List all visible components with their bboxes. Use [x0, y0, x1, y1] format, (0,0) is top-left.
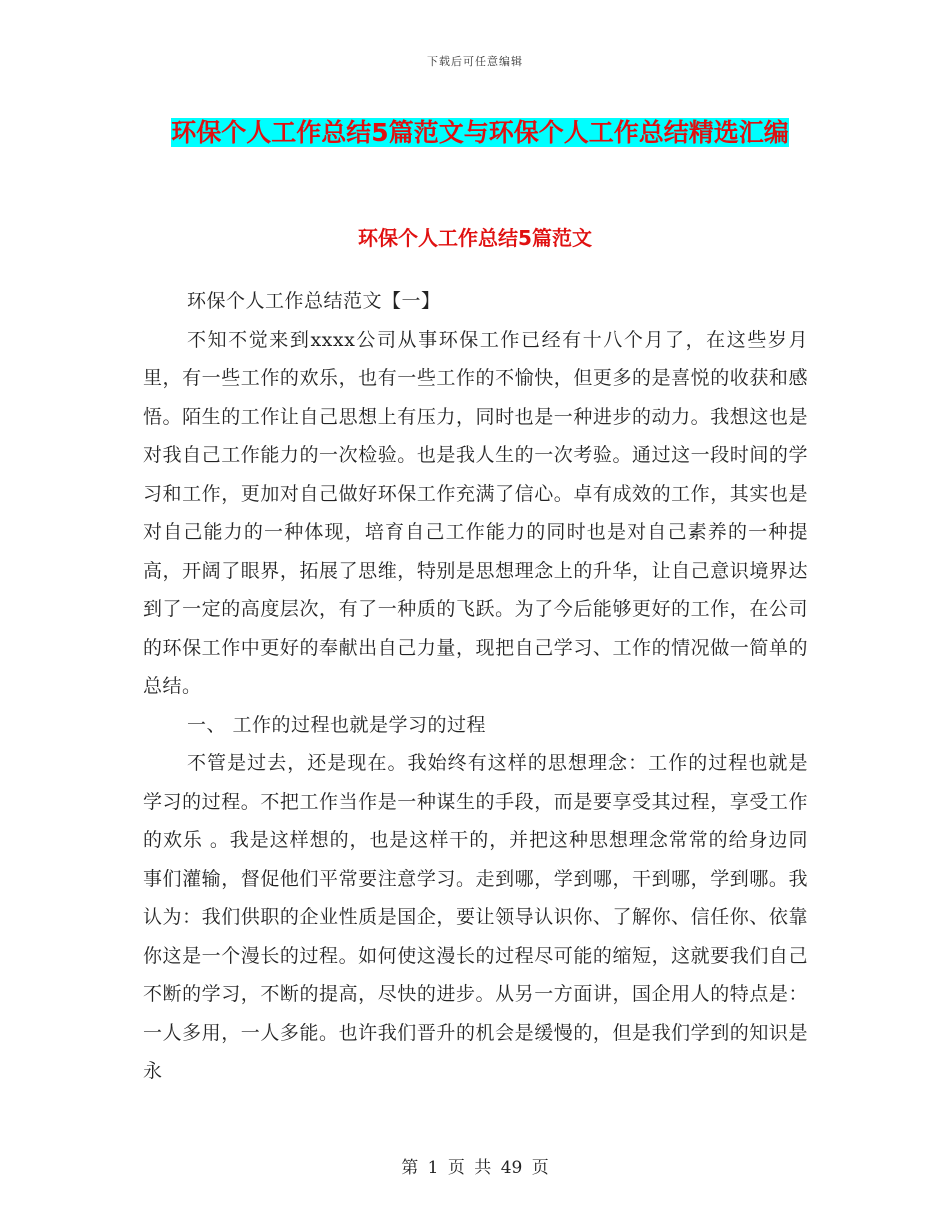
page-header-note: 下载后可任意编辑 [427, 55, 523, 68]
document-subtitle: 环保个人工作总结5篇范文 [358, 226, 592, 250]
document-title-text: 环保个人工作总结5篇范文与环保个人工作总结精选汇编 [171, 118, 789, 147]
page-number: 第 1 页 共 49 页 [401, 1158, 549, 1178]
body-paragraph: 不知不觉来到xxxx公司从事环保工作已经有十八个月了，在这些岁月里，有一些工作的欢乐，也有一些工作的不愉快，但更多的是喜悦的收获和感悟。陌生的工作让自己思想上有压力，同时也是一种进步的动力。我想这也是对我自己工作能力的一次检验。也是我人生的一次考验。通过这一段时间的学习和工作，更加对自己做好环保工作充满了信心。卓有成效的工作，其实也是对自己能力的一种体现，培育自己工作能力的同时也是对自己素养的一种提高，开阔了眼界，拓展了思维，特别是思想理念上的升华，让自己意识境界达到了一定的高度层次，有了一种质的飞跃。为了今后能够更好的工作，在公司的环保工作中更好的奉献出自己力量，现把自己学习、工作的情况做一简单的总结。 [143, 328, 808, 697]
section-heading: 一、 工作的过程也就是学习的过程 [187, 713, 487, 736]
document-body [143, 282, 808, 1091]
section-heading: 环保个人工作总结范文【一】 [187, 290, 441, 312]
document-title [140, 112, 820, 154]
body-paragraph: 不管是过去，还是现在。我始终有这样的思想理念：工作的过程也就是学习的过程。不把工作当作是一种谋生的手段，而是要享受其过程，享受工作的欢乐 。我是这样想的，也是这样干的，并把这种思想理念常常的给身边同事们灌输，督促他们平常要注意学习。走到哪，学到哪，干到哪，学到哪。我认为：我们供职的企业性质是国企，要让领导认识你、了解你、信任你、依靠你这是一个漫长的过程。如何使这漫长的过程尽可能的缩短，这就要我们自己不断的学习，不断的提高，尽快的进步。从另一方面讲，国企用人的特点是：一人多用，一人多能。也许我们晋升的机会是缓慢的，但是我们学到的知识是永 [143, 752, 808, 1082]
